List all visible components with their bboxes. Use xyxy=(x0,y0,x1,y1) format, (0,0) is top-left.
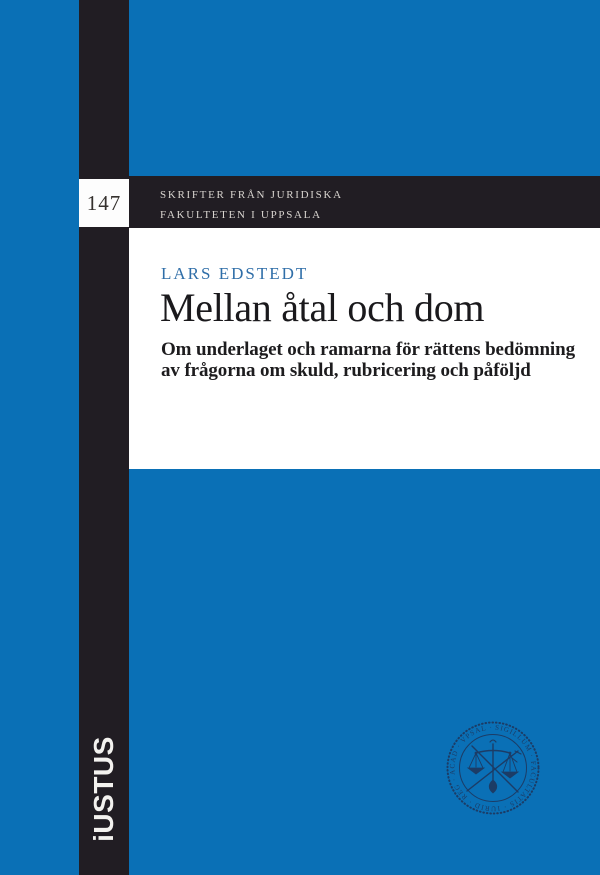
faculty-seal-icon xyxy=(433,708,553,828)
seal-inscription-text: SIGILLUM · FACULTATIS · IURID · REG · ACAD · VPSAL · xyxy=(448,723,538,813)
publisher-logo: iUSTUS xyxy=(88,736,119,842)
subtitle-line1: Om underlaget och ramarna för rättens bedömning xyxy=(161,339,575,360)
subtitle-line2: av frågorna om skuld, rubricering och påföljd xyxy=(161,360,531,381)
title-panel xyxy=(129,228,600,469)
series-number: 147 xyxy=(86,190,122,215)
series-name-line1: SKRIFTER FRÅN JURIDISKA xyxy=(160,189,343,201)
series-band xyxy=(79,176,600,228)
scales-and-sword-icon xyxy=(467,740,521,793)
book-subtitle xyxy=(161,339,600,381)
book-title: Mellan åtal och dom xyxy=(160,285,485,330)
series-name-line2: FAKULTETEN I UPPSALA xyxy=(160,209,322,221)
series-number-box xyxy=(79,179,129,227)
author-name: LARS EDSTEDT xyxy=(161,264,309,283)
series-name xyxy=(160,185,343,225)
